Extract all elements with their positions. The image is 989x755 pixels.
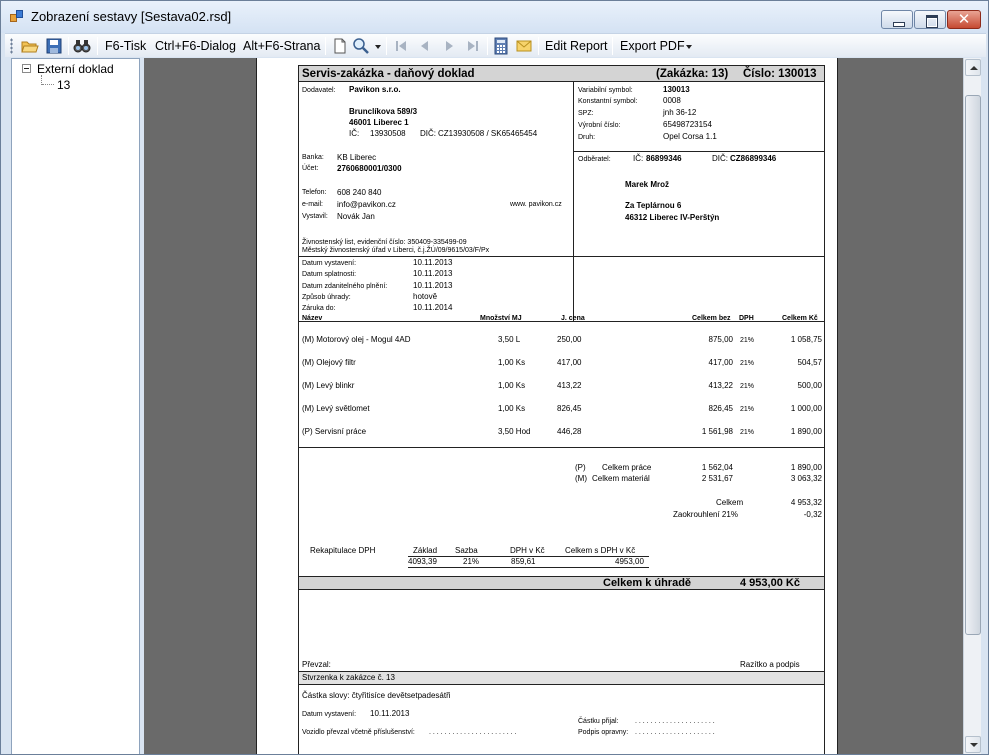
type-value: Opel Corsa 1.1: [663, 132, 717, 141]
bank-label: Banka:: [302, 154, 324, 161]
column-divider: [573, 82, 574, 321]
app-icon: [10, 10, 24, 24]
vin-value: 65498723154: [663, 120, 712, 129]
item-total-excl: 1 561,98: [701, 427, 733, 436]
toolbar: [5, 33, 986, 57]
export-pdf-button[interactable]: Export PDF: [620, 39, 685, 53]
invoice-document: [298, 65, 825, 755]
item-total: 1 000,00: [790, 404, 822, 413]
item-total: 1 058,75: [790, 335, 822, 344]
account-label: Účet:: [302, 165, 319, 172]
collapse-icon[interactable]: [22, 64, 31, 73]
report-preview-area: [144, 58, 963, 755]
page-icon[interactable]: [331, 37, 349, 55]
calculator-icon[interactable]: [492, 37, 510, 55]
doc-title: Servis-zakázka - daňový doklad: [302, 68, 475, 80]
taxable-value: 10.11.2013: [413, 281, 453, 290]
customer-city: 46312 Liberec IV-Perštýn: [625, 213, 720, 222]
repair-signature-label: Podpis opravny:: [578, 729, 629, 736]
item-vat: 21%: [740, 360, 755, 367]
close-icon: ✕: [957, 10, 971, 28]
minimize-icon: [882, 11, 912, 28]
toolbar-separator: [487, 37, 488, 55]
customer-label: Odběratel:: [578, 156, 611, 163]
col-name-header: Název: [302, 315, 323, 322]
web-value: www. pavikon.cz: [510, 201, 562, 208]
col-unit-price-header: J. cena: [561, 315, 585, 322]
issued-value: 10.11.2013: [413, 258, 453, 267]
col-qty-header: Množství MJ: [480, 315, 522, 322]
amount-received-label: Částku přijal:: [578, 718, 619, 725]
item-qty: 3,50 L: [498, 335, 521, 344]
issuer-label: Vystavil:: [302, 213, 328, 220]
col-vat-header: DPH: [739, 315, 754, 322]
report-page: [256, 58, 838, 755]
doc-number: Číslo: 130013: [743, 68, 817, 80]
col-total-excl-header: Celkem bez: [692, 315, 731, 322]
const-symbol-value: 0008: [663, 96, 681, 105]
vertical-scrollbar[interactable]: [963, 58, 981, 755]
item-vat: 21%: [740, 429, 755, 436]
spz-value: jnh 36-12: [663, 108, 697, 117]
receipt-title: Stvrzenka k zakázce č. 13: [302, 673, 395, 682]
account-value: 2760680001/0300: [337, 164, 402, 173]
rounding-label: Zaokrouhlení 21%: [673, 510, 738, 519]
customer-ic: 86899346: [646, 154, 682, 163]
material-excl: 2 531,67: [701, 474, 733, 483]
email-label: e-mail:: [302, 201, 324, 208]
vat-recap-rule: [408, 567, 649, 568]
item-vat: 21%: [740, 383, 755, 390]
item-total-excl: 875,00: [708, 335, 733, 344]
section-divider: [299, 256, 824, 257]
material-total: 3 063,32: [790, 474, 822, 483]
stamp-label: Razítko a podpis: [740, 660, 800, 669]
material-label: Celkem materiál: [592, 474, 650, 483]
scroll-down-icon: [970, 743, 978, 747]
type-label: Druh:: [578, 134, 596, 141]
tree-connector: [42, 84, 54, 85]
toolbar-separator: [386, 37, 387, 55]
spz-label: SPZ:: [578, 110, 594, 117]
grand-total-value: 4 953,32: [790, 498, 822, 507]
item-qty: 3,50 Hod: [498, 427, 531, 436]
zoom-icon[interactable]: [352, 37, 370, 55]
const-symbol-label: Konstantní symbol:: [578, 98, 638, 105]
first-page-icon[interactable]: [392, 37, 410, 55]
supplier-dic-label: DIČ:: [420, 129, 436, 138]
rounding-value: -0,32: [803, 510, 822, 519]
item-qty: 1,00 Ks: [498, 358, 526, 367]
previous-page-icon[interactable]: [416, 37, 434, 55]
scroll-up-icon: [970, 66, 978, 70]
col-total-header: Celkem Kč: [782, 315, 818, 322]
close-button[interactable]: [947, 10, 981, 29]
payment-label: Způsob úhrady:: [302, 294, 351, 301]
save-icon[interactable]: [45, 37, 63, 55]
item-name: (M) Motorový olej - Mogul 4AD: [302, 335, 411, 344]
last-page-icon[interactable]: [464, 37, 482, 55]
tree-node-external-doc[interactable]: Externí doklad: [37, 62, 114, 76]
supplier-ic: 13930508: [370, 129, 406, 138]
phone-value: 608 240 840: [337, 188, 382, 197]
issue-date-label: Datum vystavení:: [302, 711, 357, 718]
amount-in-words: Částka slovy: čtyřitisíce devětsetpadesátři: [302, 691, 451, 700]
scroll-up-button[interactable]: [965, 59, 981, 76]
item-total: 1 890,00: [790, 427, 822, 436]
print-dialog-button[interactable]: Ctrl+F6-Dialog: [155, 39, 236, 53]
to-pay-label: Celkem k úhradě: [603, 577, 692, 589]
vat-rate-header: Sazba: [455, 546, 478, 555]
var-symbol-label: Variabilní symbol:: [578, 87, 633, 94]
supplier-name: Pavikon s.r.o.: [349, 85, 401, 94]
vat-rate-value: 21%: [463, 557, 480, 566]
item-unit-price: 417,00: [557, 358, 582, 367]
toolbar-separator: [68, 37, 69, 55]
next-page-icon[interactable]: [440, 37, 458, 55]
print-button[interactable]: F6-Tisk: [105, 39, 147, 53]
warranty-value: 10.11.2014: [413, 303, 453, 312]
to-pay-value: 4 953,00 Kč: [740, 577, 800, 589]
amount-received-dots: . . . . . . . . . . . . . . . . . . . . .: [635, 718, 715, 725]
item-vat: 21%: [740, 406, 755, 413]
due-label: Datum splatnosti:: [302, 271, 357, 278]
issue-date-value: 10.11.2013: [370, 709, 410, 718]
item-unit-price: 413,22: [557, 381, 582, 390]
vat-amount-header: DPH v Kč: [510, 546, 545, 555]
scroll-down-button[interactable]: [965, 736, 981, 753]
maximize-icon: [915, 11, 945, 28]
issued-label: Datum vystavení:: [302, 260, 357, 267]
customer-street: Za Teplárnou 6: [625, 201, 682, 210]
order-number: (Zakázka: 13): [656, 68, 729, 80]
issuer-value: Novák Jan: [337, 212, 375, 221]
window-title: Zobrazení sestavy [Sestava02.rsd]: [31, 9, 232, 24]
find-binoculars-icon[interactable]: [73, 37, 91, 55]
vat-amount-value: 859,61: [511, 557, 536, 566]
work-total: 1 890,00: [790, 463, 822, 472]
repair-signature-dots: . . . . . . . . . . . . . . . . . . . . .: [635, 729, 715, 736]
supplier-label: Dodavatel:: [302, 87, 336, 94]
customer-dic-label: DIČ:: [712, 154, 728, 163]
item-name: (M) Levý blinkr: [302, 381, 355, 390]
bank-value: KB Liberec: [337, 153, 377, 162]
maximize-button[interactable]: [914, 10, 946, 29]
tree-node-13[interactable]: 13: [57, 78, 71, 92]
payment-value: hotově: [413, 292, 438, 301]
supplier-dic: CZ13930508 / SK65465454: [438, 129, 538, 138]
edit-report-button[interactable]: Edit Report: [545, 39, 608, 53]
vin-label: Výrobní číslo:: [578, 122, 621, 129]
title-bar: [1, 1, 988, 33]
item-total-excl: 417,00: [708, 358, 733, 367]
received-by-label: Převzal:: [302, 660, 331, 669]
supplier-city: 46001 Liberec 1: [349, 118, 409, 127]
item-unit-price: 446,28: [557, 427, 582, 436]
item-qty: 1,00 Ks: [498, 381, 526, 390]
export-pdf-dropdown-icon[interactable]: [686, 45, 692, 49]
grand-total-label: Celkem: [716, 498, 744, 507]
item-name: (P) Servisní práce: [302, 427, 367, 436]
email-icon[interactable]: [515, 37, 533, 55]
toolbar-separator: [538, 37, 539, 55]
phone-label: Telefon:: [302, 189, 327, 196]
work-excl: 1 562,04: [701, 463, 733, 472]
customer-name: Marek Mrož: [625, 180, 670, 189]
customer-divider: [573, 151, 824, 152]
item-total: 504,57: [797, 358, 822, 367]
supplier-ic-label: IČ:: [349, 129, 360, 138]
vehicle-taken-label: Vozidlo převzal včetně příslušenství:: [302, 729, 415, 736]
section-divider: [299, 447, 824, 448]
item-qty: 1,00 Ks: [498, 404, 526, 413]
license-line-2: Městský živnostenský úřad v Liberci, č.j.ŽÚ/09/9615/03/F/Px: [302, 247, 490, 254]
item-vat: 21%: [740, 337, 755, 344]
vat-base-header: Základ: [413, 546, 438, 555]
toolbar-separator: [97, 37, 98, 55]
minimize-button[interactable]: [881, 10, 913, 29]
toolbar-separator: [325, 37, 326, 55]
print-page-button[interactable]: Alt+F6-Strana: [243, 39, 321, 53]
work-label: Celkem práce: [602, 463, 652, 472]
item-unit-price: 826,45: [557, 404, 582, 413]
item-unit-price: 250,00: [557, 335, 582, 344]
warranty-label: Záruka do:: [302, 305, 336, 312]
var-symbol-value: 130013: [663, 85, 690, 94]
vat-total-header: Celkem s DPH v Kč: [565, 546, 636, 555]
material-code: (M): [575, 474, 587, 483]
item-name: (M) Olejový filtr: [302, 358, 356, 367]
zoom-dropdown-icon[interactable]: [375, 45, 381, 49]
document-tree: [11, 58, 140, 755]
open-folder-icon[interactable]: [21, 37, 39, 55]
supplier-street: Brunclíkova 589/3: [349, 107, 418, 116]
item-total: 500,00: [797, 381, 822, 390]
taxable-label: Datum zdanitelného plnění:: [302, 283, 388, 290]
item-total-excl: 413,22: [708, 381, 733, 390]
vat-recap-label: Rekapitulace DPH: [310, 546, 376, 555]
item-total-excl: 826,45: [708, 404, 733, 413]
customer-ic-label: IČ:: [633, 154, 644, 163]
vat-base-value: 4093,39: [408, 557, 437, 566]
toolbar-separator: [612, 37, 613, 55]
work-code: (P): [575, 463, 586, 472]
due-value: 10.11.2013: [413, 269, 453, 278]
license-line-1: Živnostenský list, evidenční číslo: 350409-335499-09: [302, 239, 467, 246]
vehicle-taken-dots: . . . . . . . . . . . . . . . . . . . . . . .: [429, 729, 517, 736]
scrollbar-thumb[interactable]: [965, 95, 981, 635]
customer-dic: CZ86899346: [730, 154, 777, 163]
item-name: (M) Levý světlomet: [302, 404, 370, 413]
email-value: info@pavikon.cz: [337, 200, 396, 209]
toolbar-grip[interactable]: [10, 38, 13, 54]
vat-total-value: 4953,00: [615, 557, 644, 566]
